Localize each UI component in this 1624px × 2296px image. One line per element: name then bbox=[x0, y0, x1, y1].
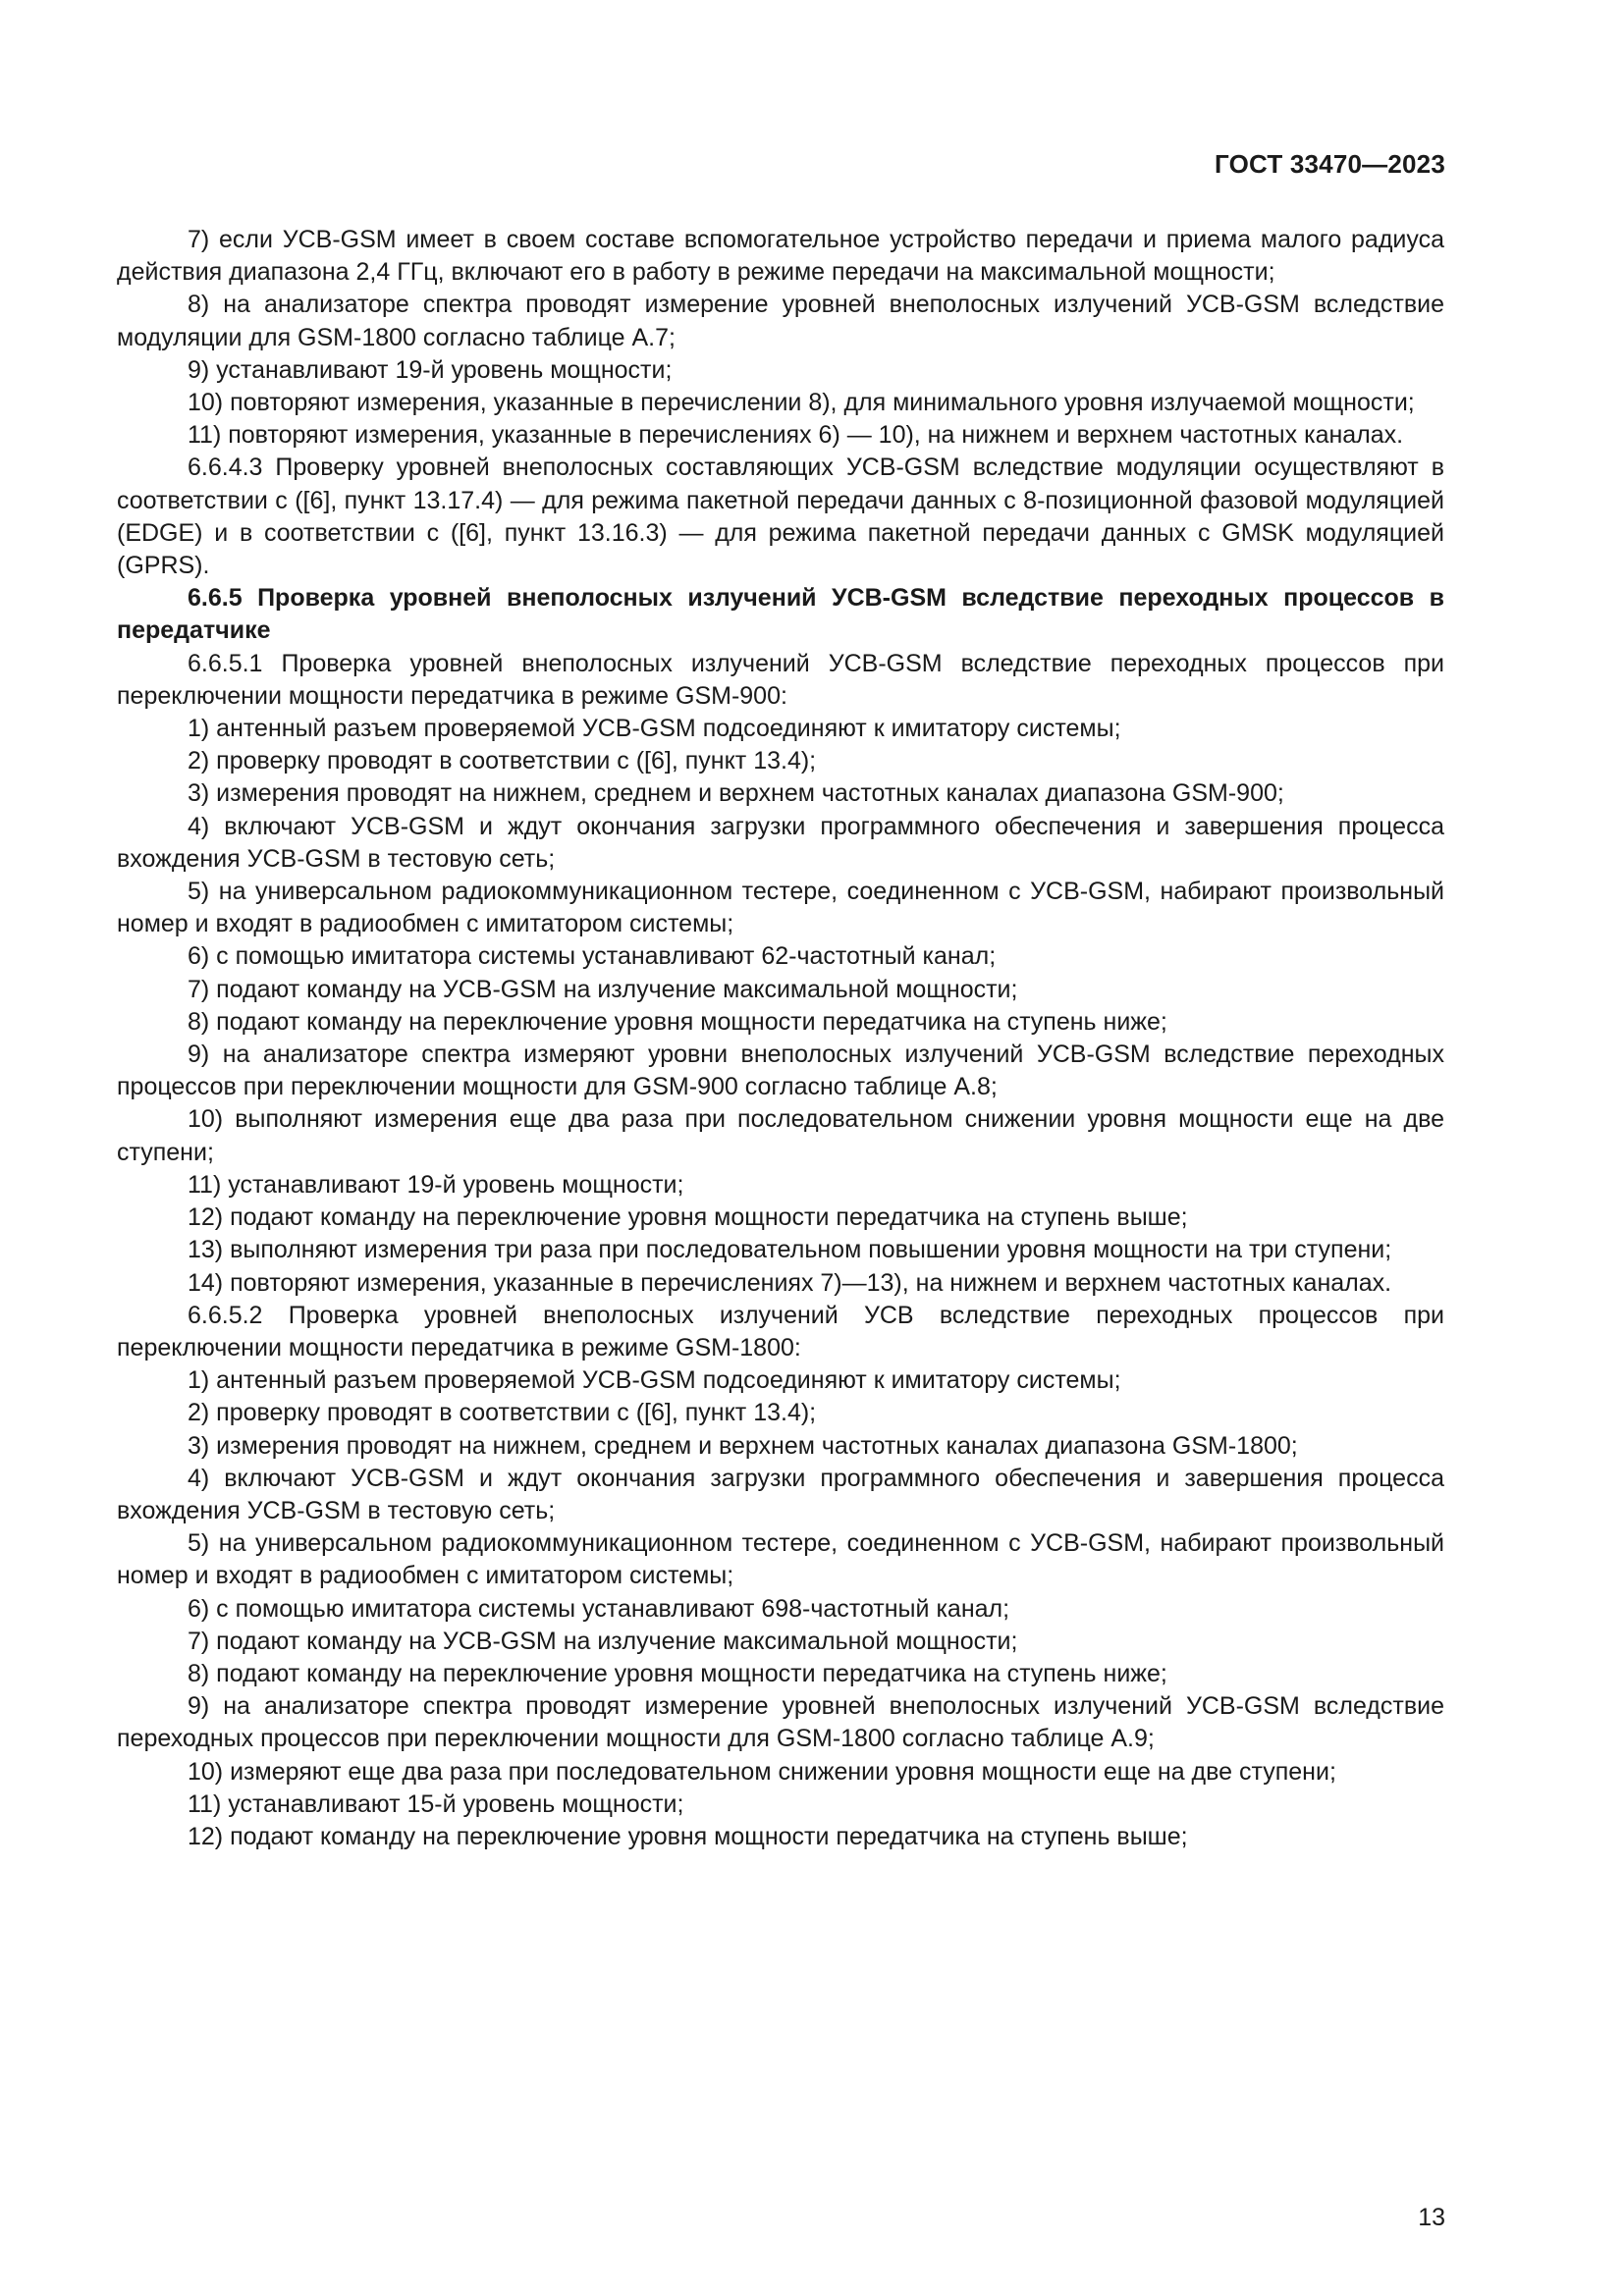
list-item: 11) повторяют измерения, указанные в перечислениях 6) — 10), на нижнем и верхнем частотных каналах. bbox=[188, 421, 1404, 450]
list-item: 6) с помощью имитатора системы устанавливают 62-частотный канал; bbox=[188, 942, 997, 971]
list-item: 7) подают команду на УСВ-GSM на излучение максимальной мощности; bbox=[188, 975, 1018, 1003]
section-heading: 6.6.5 Проверка уровней внеполосных излучений УСВ-GSM вследствие переходных процессов в передатчике bbox=[117, 584, 1444, 645]
list-item: 8) подают команду на переключение уровня мощности передатчика на ступень ниже; bbox=[188, 1659, 1167, 1687]
list-item: 4) включают УСВ-GSM и ждут окончания загрузки программного обеспечения и завершения процесса вхождения УСВ-GSM в тестовую сеть; bbox=[117, 812, 1444, 873]
list-item: 10) измеряют еще два раза при последовательном снижении уровня мощности еще на две ступени; bbox=[188, 1757, 1336, 1786]
list-item: 4) включают УСВ-GSM и ждут окончания загрузки программного обеспечения и завершения процесса вхождения УСВ-GSM в тестовую сеть; bbox=[117, 1464, 1444, 1524]
clause-paragraph: 6.6.4.3 Проверку уровней внеполосных составляющих УСВ-GSM вследствие модуляции осуществляют в соответствии с ([6], пункт 13.17.4) — для режима пакетной передачи данных с 8-позиционной фазовой модуляцией (EDGE) и в соответствии с ([6], пункт 13.16.3) — для режима пакетной передачи данных с GMSK модуляцией (GPRS). bbox=[117, 454, 1444, 580]
list-item: 9) на анализаторе спектра измеряют уровни внеполосных излучений УСВ-GSM вследствие переходных процессов при переключении мощности для GSM-900 согласно таблице А.8; bbox=[117, 1041, 1444, 1101]
page-number: 13 bbox=[1418, 2204, 1445, 2231]
list-item: 2) проверку проводят в соответствии с ([6], пункт 13.4); bbox=[188, 747, 817, 775]
list-item: 12) подают команду на переключение уровня мощности передатчика на ступень выше; bbox=[188, 1822, 1188, 1850]
list-item: 3) измерения проводят на нижнем, среднем и верхнем частотных каналах диапазона GSM-1800; bbox=[188, 1431, 1298, 1460]
list-item: 13) выполняют измерения три раза при последовательном повышении уровня мощности на три ступени; bbox=[188, 1236, 1392, 1264]
document-body bbox=[117, 224, 1444, 1853]
clause-paragraph: 6.6.5.2 Проверка уровней внеполосных излучений УСВ вследствие переходных процессов при переключении мощности передатчика в режиме GSM-1800: bbox=[117, 1301, 1444, 1362]
list-item: 9) на анализаторе спектра проводят измерение уровней внеполосных излучений УСВ-GSM вследствие переходных процессов при переключении мощности для GSM-1800 согласно таблице А.9; bbox=[117, 1692, 1444, 1753]
list-item: 10) выполняют измерения еще два раза при последовательном снижении уровня мощности еще на две ступени; bbox=[117, 1105, 1444, 1166]
document-code-header: ГОСТ 33470—2023 bbox=[1215, 149, 1445, 179]
list-item: 9) устанавливают 19-й уровень мощности; bbox=[188, 355, 673, 384]
list-item: 14) повторяют измерения, указанные в перечислениях 7)—13), на нижнем и верхнем частотных каналах. bbox=[188, 1268, 1392, 1297]
list-item: 2) проверку проводят в соответствии с ([6], пункт 13.4); bbox=[188, 1399, 817, 1427]
list-item: 7) подают команду на УСВ-GSM на излучение максимальной мощности; bbox=[188, 1627, 1018, 1655]
list-item: 11) устанавливают 15-й уровень мощности; bbox=[188, 1789, 684, 1818]
list-item: 3) измерения проводят на нижнем, среднем и верхнем частотных каналах диапазона GSM-900; bbox=[188, 779, 1284, 808]
list-item: 7) если УСВ-GSM имеет в своем составе вспомогательное устройство передачи и приема малого радиуса действия диапазона 2,4 ГГц, включают его в работу в режиме передачи на максимальной мощности; bbox=[117, 226, 1444, 287]
list-item: 10) повторяют измерения, указанные в перечислении 8), для минимального уровня излучаемой мощности; bbox=[188, 389, 1415, 417]
list-item: 5) на универсальном радиокоммуникационном тестере, соединенном с УСВ-GSM, набирают произвольный номер и входят в радиообмен с имитатором системы; bbox=[117, 1529, 1444, 1590]
list-item: 1) антенный разъем проверяемой УСВ-GSM подсоединяют к имитатору системы; bbox=[188, 715, 1121, 743]
list-item: 1) антенный разъем проверяемой УСВ-GSM подсоединяют к имитатору системы; bbox=[188, 1366, 1121, 1395]
list-item: 12) подают команду на переключение уровня мощности передатчика на ступень выше; bbox=[188, 1203, 1188, 1232]
list-item: 6) с помощью имитатора системы устанавливают 698-частотный канал; bbox=[188, 1594, 1010, 1623]
clause-paragraph: 6.6.5.1 Проверка уровней внеполосных излучений УСВ-GSM вследствие переходных процессов при переключении мощности передатчика в режиме GSM-900: bbox=[117, 649, 1444, 710]
list-item: 8) подают команду на переключение уровня мощности передатчика на ступень ниже; bbox=[188, 1007, 1167, 1036]
list-item: 8) на анализаторе спектра проводят измерение уровней внеполосных излучений УСВ-GSM вследствие модуляции для GSM-1800 согласно таблице А.7; bbox=[117, 291, 1444, 351]
list-item: 11) устанавливают 19-й уровень мощности; bbox=[188, 1170, 684, 1199]
list-item: 5) на универсальном радиокоммуникационном тестере, соединенном с УСВ-GSM, набирают произвольный номер и входят в радиообмен с имитатором системы; bbox=[117, 878, 1444, 938]
